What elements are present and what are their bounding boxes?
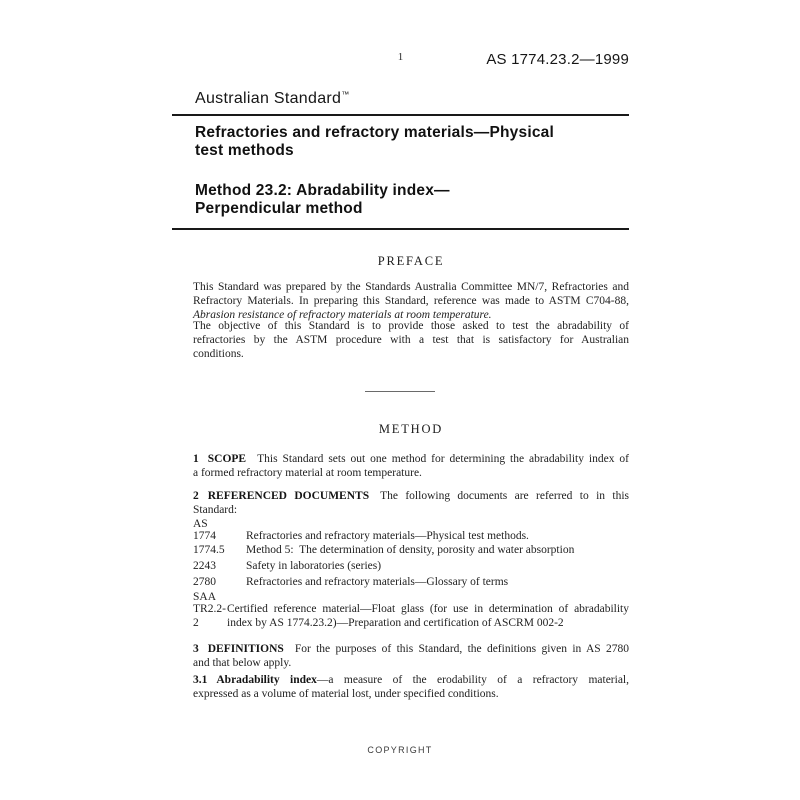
copyright-notice: COPYRIGHT xyxy=(367,745,433,755)
page-number: 1 xyxy=(397,51,404,63)
document-subtitle xyxy=(195,182,629,218)
text-line: conditions. xyxy=(193,348,244,360)
masthead-rule xyxy=(172,114,629,116)
text-line: a formed refractory material at room temperature. xyxy=(193,467,422,479)
referenced-title-italic: Abrasion resistance of refractory materials at room temperature. xyxy=(193,309,492,321)
reference-item xyxy=(193,575,629,589)
reference-title: Safety in laboratories (series) xyxy=(246,560,382,572)
text-line: and that below apply. xyxy=(193,657,292,669)
subtitle-line: Method 23.2: Abradability index— xyxy=(195,182,450,199)
section-body: This Standard sets out one method for determining the abradability index of xyxy=(257,453,629,465)
document-title xyxy=(195,124,629,160)
running-head xyxy=(172,51,629,71)
title-line: Refractories and refractory materials—Physical xyxy=(195,124,554,141)
text-line: refractories by the ASTM procedure with a test that is satisfactory for Australian xyxy=(193,334,629,346)
brand-name: Australian Standard xyxy=(195,90,342,107)
reference-number: 1774 xyxy=(193,530,216,542)
section-divider-rule xyxy=(365,391,435,392)
masthead xyxy=(195,90,349,108)
reference-item xyxy=(193,559,629,573)
reference-title: Refractories and refractory materials—Glossary of terms xyxy=(246,576,509,588)
section-number: 1 xyxy=(193,453,199,465)
section-title: DEFINITIONS xyxy=(207,643,284,655)
method-heading: METHOD xyxy=(378,422,444,436)
reference-group-label-as: AS xyxy=(193,518,208,530)
reference-title xyxy=(227,602,629,630)
preface-heading: PREFACE xyxy=(377,254,445,268)
clause-number: 3.1 xyxy=(193,674,208,686)
section-definition-3-1 xyxy=(193,673,629,701)
reference-title: Refractories and refractory materials—Physical test methods. xyxy=(246,530,529,542)
text-line: Certified reference material—Float glass (for use in determination of abradability xyxy=(227,603,629,615)
reference-number: 2243 xyxy=(193,560,216,572)
reference-item xyxy=(193,602,629,630)
preface-paragraph-1 xyxy=(193,280,629,322)
text-line xyxy=(193,642,629,656)
subtitle-line: Perpendicular method xyxy=(195,200,363,217)
section-referenced-documents xyxy=(193,489,629,517)
title-line: test methods xyxy=(195,142,294,159)
reference-number: TR2.2-2 xyxy=(193,603,226,629)
trademark-symbol: ™ xyxy=(341,90,350,99)
section-title: REFERENCED DOCUMENTS xyxy=(207,490,370,502)
reference-item xyxy=(193,529,629,543)
reference-number: 2780 xyxy=(193,576,216,588)
text-line: expressed as a volume of material lost, under specified conditions. xyxy=(193,688,499,700)
defined-term: Abradability index xyxy=(216,674,317,686)
section-number: 3 xyxy=(193,643,199,655)
text-line xyxy=(193,673,629,687)
text-line: Standard: xyxy=(193,504,238,516)
preface-paragraph-2 xyxy=(193,319,629,361)
reference-title: Method 5: The determination of density, porosity and water absorption xyxy=(246,544,575,556)
text-line: This Standard was prepared by the Standards Australia Committee MN/7, Refractories and xyxy=(193,281,629,293)
text-line xyxy=(193,452,629,466)
text-line: The objective of this Standard is to provide those asked to test the abradability of xyxy=(193,320,629,332)
text-line xyxy=(193,489,629,503)
reference-group-label-saa: SAA xyxy=(193,591,217,603)
text-line: index by AS 1774.23.2)—Preparation and certification of ASCRM 002-2 xyxy=(227,617,564,629)
section-definitions xyxy=(193,642,629,670)
definition-body: —a measure of the erodability of a refractory material, xyxy=(316,674,630,686)
title-block-rule xyxy=(172,228,629,230)
section-body: The following documents are referred to in this xyxy=(380,490,629,502)
section-scope xyxy=(193,452,629,480)
text-line: Refractory Materials. In preparing this Standard, reference was made to ASTM C704-88, xyxy=(193,295,629,307)
section-title: SCOPE xyxy=(207,453,247,465)
standard-number: AS 1774.23.2—1999 xyxy=(486,51,629,68)
reference-number: 1774.5 xyxy=(193,544,225,556)
reference-item xyxy=(193,543,629,557)
section-number: 2 xyxy=(193,490,199,502)
section-body: For the purposes of this Standard, the definitions given in AS 2780 xyxy=(294,643,629,655)
